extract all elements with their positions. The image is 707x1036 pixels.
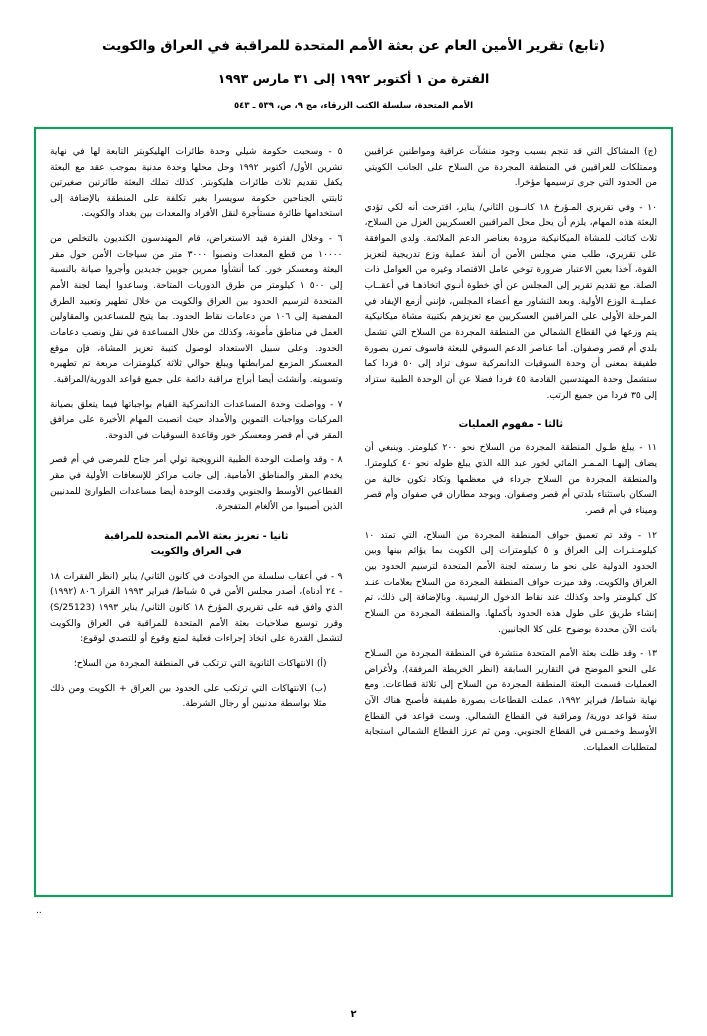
lettered-item-b: (ب) الانتهاكات التي ترتكب على الحدود بين العراق + الكويت ومن ذلك مثلا بواسطة مدنيين أو رجال الشرطة. — [50, 683, 327, 710]
paragraph: (ج) المشاكل التي قد تنجم بسبب وجود منشآت عراقية ومواطنين عراقيين وممتلكات للعراقيين في المنطقة المجردة من السلاح على الجانب الكويتي من الحدود التي جرى ترسيمها مؤخرا. — [364, 146, 657, 189]
paragraph: ٩ - في أعقاب سلسلة من الحوادث في كانون الثاني/ يناير (انظر الفقرات ١٨ - ٢٤ أدناه)، أصدر مجلس الأمن في ٥ شباط/ فبراير ١٩٩٣ القرار ٨٠٦ (١٩٩٢) الذي وافق فيه على تقريري المؤرخ ١٨ كانون الثاني/ يناير ١٩٩٣ (S/25123) وقرر توسيع صلاحيات بعثة الأمم المتحدة للمراقبة في العراق والكويت لتشمل القدرة على اتخاذ إجراءات فعلية لمنع وقوع أو للتصدي لوقوع: — [50, 571, 343, 645]
document-header — [34, 36, 673, 113]
left-column — [365, 145, 658, 881]
paragraph: ٥ - وسحبت حكومة شيلي وحدة طائرات الهليكوبتر التابعة لها في نهاية تشرين الأول/ أكتوبر ١٩٩٢ وحل محلها وحدة مدنية بموجب عقد مع البعثة يكفل تقديم ثلاث طائرات هليكوبتر. كذلك تملك البعثة طائرتين صغيرتين ثابتتي الجناحين حكومة سويسرا بغير تكلفة على المنطقة بالإضافة إلى استخدامها طائرة مستأجرة لنقل الأفراد والمعدات بين بغداد والكويت. — [50, 146, 343, 220]
lettered-item-a: (أ) الانتهاكات الثانوية التي ترتكب في المنطقة المجردة من السلاح؛ — [73, 658, 327, 669]
page-subtitle: الفترة من ١ أكتوبر ١٩٩٢ إلى ٣١ مارس ١٩٩٣ — [217, 71, 490, 87]
paragraph: ١٣ - وقد ظلت بعثة الأمم المتحدة منتشرة في المنطقة المجردة من السـلاح على النحو الموضح في التقارير السابقة (انظر الخريطة المرفقة). ولأغراض العمليات قسمت البعثة المنطقة المجردة من السلاح إلى ثلاثة قطاعات. ومع نهاية شباط/ فبراير ١٩٩٢، عملت القطاعات بصورة طفيفة فأصبح هناك الآن ستة قواعد دورية/ ومراقبة في القطاع الشمالي. وست قواعد في القطاع الأوسط وخمـس في القطاع الجنوبي. ومن ثم عزز القطاع الشمالي استجابة لمتطلبات العمليات. — [364, 649, 657, 754]
content-frame — [34, 127, 673, 897]
paragraph: ١٢ - وقد تم تعميق حواف المنطقة المجردة من السلاح، التي تمتد ١٠ كيلومـتـرات إلى العراق و ٥ كيلومترات إلى الكويت بما يؤائم بينها وبين الحدود الدولية على نحو ما رسمته لجنة الأمم المتحدة لترسيم الحدود بين العراق والكويت. وقد ميزت حواف المنطقة المجردة من السلاح بعلامات عنـد كل كيلومتر واحد وكذلك عند نقاط الدخول الرئيسية. وبالإضافة إلى ذلك، تم إنشاء طريق على طول هذه الحدود بأكملها. والمنطقة المجردة من السلاح باتت الآن محددة بوضوح على كلا الجانبين. — [364, 530, 657, 635]
paragraph: ٧ - وواصلت وحدة المساعدات الدانمركية القيام بواجباتها فيما يتعلق بصيانة المركبات وواجبات التموين والأمداد حيث اتصبت المهام الأخيرة على مرافق المقر في أم قصر ومعسكر خور وقاعدة السوقيات في الدوحة. — [50, 399, 343, 441]
section-heading-line-1: ثانيا - تعزيز بعثة الأمم المتحدة للمراقبة — [104, 530, 289, 542]
paragraph: ٨ - وقد واصلت الوحدة الطبية النرويجية تولي أمر جناح للمرضى في أم قصر يخدم المقر والمناطق الأمامية. إلى جانب مراكز للإسعافات الأولية في مقر القطاعين الأوسط والجنوبي وقدمت الوحدة أيضا مساعدات الطوارئ للمدنيين الذين أصيبوا من الألغام المتفجرة. — [50, 455, 343, 513]
paragraph: ١١ - يبلغ طـول المنطقة المجردة من السلاح نحو ٢٠٠ كيلومتر. وينبغي أن يضاف إليهـا المـمـر المائي لخور عبد الله الذي يبلغ طوله نحو ٤٠ كيلومترا. والمنطقة المجردة من السلاح جرداء في معظمها وتكاد تكون خالية من السكان باستثناء بلدتي أم قصر وصفوان. ويوجد مطاران في صفوان وأم قصر وميناء في أم قصر. — [364, 443, 658, 517]
section-heading-line-2: في العراق والكويت — [150, 546, 242, 558]
page-title: (تابع) تقرير الأمين العام عن بعثة الأمم المتحدة للمراقبة في العراق والكويت — [101, 38, 606, 54]
right-column — [50, 145, 343, 881]
paragraph: ٦ - وخلال الفترة قيد الاستعراض، قام المهندسون الكنديون بالتخلص من ١٠٠٠٠ من قطع المعدات ونصبوا ٣٠٠٠ متر من سياجات الأمن حول مقر البعثة ومعسكر خور. كما أنشأوا ممرين جويين جديدين وأجروا صيانة بالنسبة إلى ٥٠٠ ١ كيلومتر من طرق الدوريات المتاحة. وساعدوا أيضا لجنة الأمم المتحدة لترسيم الحدود بين العراق والكويت من خلال تطهير وتعبيد الطرق المفضية إلى ١٠٦ من دعامات نقاط الحدود. بما يتيح للمساعدين والمقاولين العمل في مناطق مأمونة، وكذلك من خلال المساعدة في نقل ونصب دعامات الحدود. وعلى سبيل الاستعداد لوصول كتيبة تعزيز المشاة، فإن موقع المعسكر المزمع لمرابطتها ويبلغ حوالي ثلاثة كيلومترات مربعة تم تطهيره وتسويته. وأنشئت أيضا أبراج مراقبة دائمة على جميع قواعد الدورية/المراقبة. — [50, 234, 343, 385]
paragraph: ١٠ - وفي تقريري المـؤرخ ١٨ كانــون الثاني/ يناير، اقترحت أنه لكي تؤدي البعثة هذه المهام، يلزم أن يحل محل المراقبين العسكريين العزل من السلاح، ثلاث كتائب للمشاة الميكانيكية مزودة بعناصر الدعم الملائمة. ولدى الموافقة على تقريري، طلب مني مجلس الأمن أن أنفذ عملية وزع تدريجية لتعزيز القوة، آخذا بعين الاعتبار ضرورة توخي عامل الاقتصاد وغيره من العوامل ذات الصلة. مع تقديم تقرير إلى المجلس عن أي خطوة أنـوي اتخاذهـا في أعقــاب عمليــة الوزع الأولية. وبعد التشاور مع أعضاء المجلس، فإنني أزمع الإيفاد في المرحلة الأولى على المراقبين العسكريين مع تعزيزهم بكتيبة مشاة ميكانيكية يتم وزعها في القطاع الشمالي من المنطقة المجردة من السلاح التي تشمل بلدي أم قصر وصفوان. أما عناصر الدعم السوقي للبعثة فاسوف تمرن بصورة طفيفة بمعنى أن وحدة السوقيات الدانمركية سوف تزاد إلى ٥٠ فردا كما ستشمل وحدة المهندسين القادمة ٤٥ فردا فضلا عن أن الوحدة الطبية ستزاد إلى ٣٥ فردا من جميع الرتب. — [364, 202, 658, 401]
section-heading-three: ثالثا - مفهوم العمليات — [458, 419, 563, 431]
source-citation: الأمم المتحدة، سلسلة الكتب الزرقاء، مج ٩، ص، ٥٣٩ ـ ٥٤٣ — [233, 101, 474, 111]
section-heading-two — [50, 529, 343, 560]
page-number: ٢ — [350, 1009, 357, 1020]
two-column-layout — [50, 145, 657, 881]
margin-dots: .. — [36, 906, 42, 916]
